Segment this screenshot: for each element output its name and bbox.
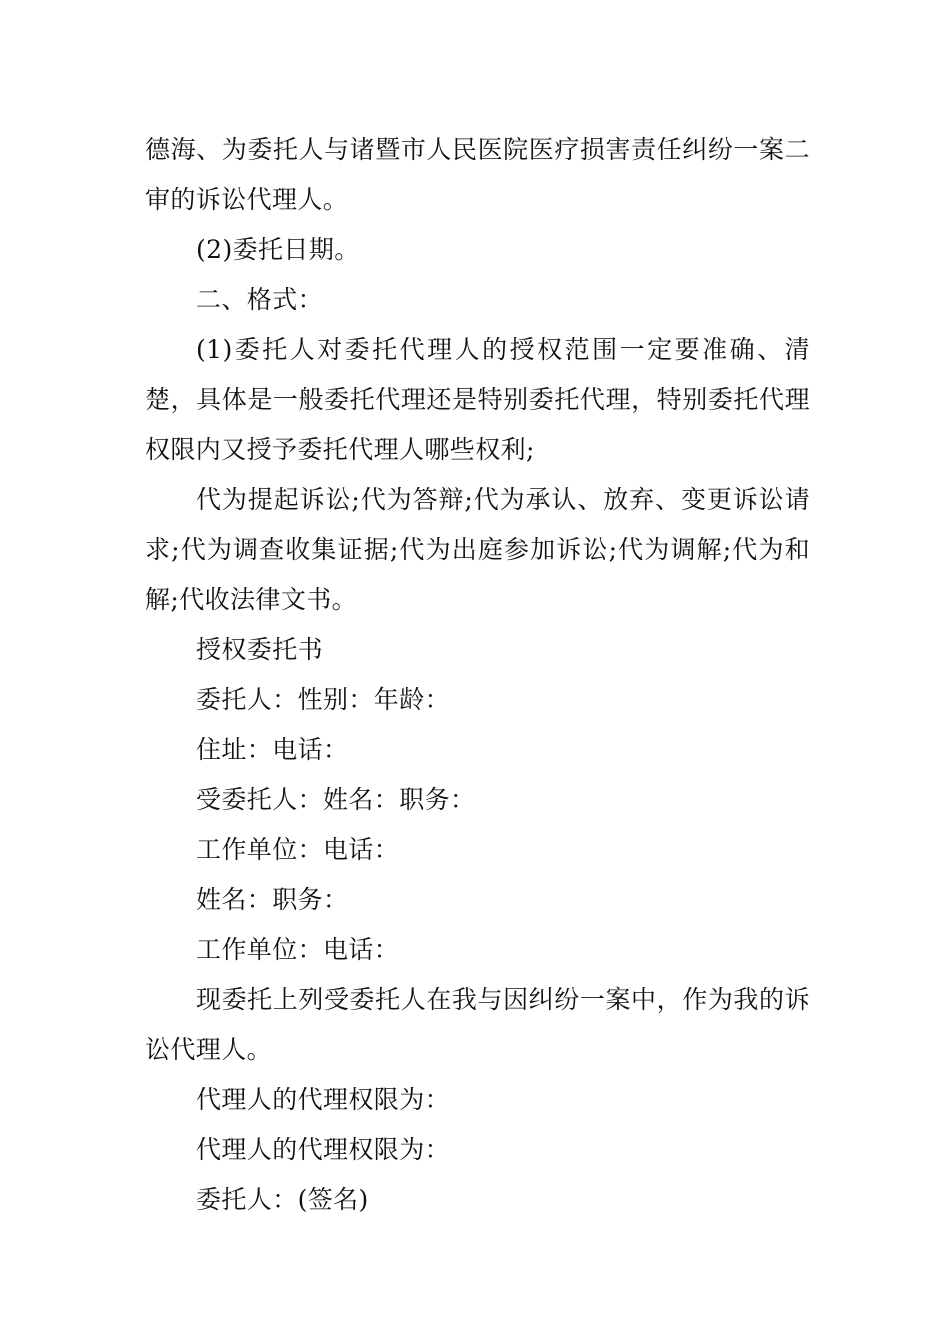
paragraph-case-description: 德海、为委托人与诸暨市人民医院医疗损害责任纠纷一案二审的诉讼代理人。	[145, 135, 810, 214]
paragraph-entrust-date: (2)委托日期。	[196, 235, 360, 264]
paragraph-agent-powers: 代为提起诉讼;代为答辩;代为承认、放弃、变更诉讼请求;代为调查收集证据;代为出庭参加诉讼;代为调解;代为和解;代收法律文书。	[145, 485, 810, 614]
form-line-principal: 委托人：性别：年龄：	[196, 685, 451, 714]
form-line-agent-authority-2: 代理人的代理权限为：	[196, 1135, 451, 1164]
form-line-name-position: 姓名：职务：	[196, 885, 349, 914]
form-line-workplace: 工作单位：电话：	[196, 835, 400, 864]
document-body	[145, 125, 810, 1225]
form-line-workplace-2: 工作单位：电话：	[196, 935, 400, 964]
paragraph-entrustment-statement: 现委托上列受委托人在我与因纠纷一案中，作为我的诉讼代理人。	[145, 985, 810, 1064]
form-line-address: 住址：电话：	[196, 735, 349, 764]
form-line-agent: 受委托人：姓名：职务：	[196, 785, 476, 814]
form-title: 授权委托书	[196, 635, 324, 664]
section-heading-format: 二、格式：	[196, 285, 324, 314]
form-line-agent-authority: 代理人的代理权限为：	[196, 1085, 451, 1114]
paragraph-authorization-scope: (1)委托人对委托代理人的授权范围一定要准确、清楚，具体是一般委托代理还是特别委托代理，特别委托代理权限内又授予委托代理人哪些权利;	[145, 335, 810, 464]
form-line-signature: 委托人：(签名)	[196, 1185, 369, 1214]
